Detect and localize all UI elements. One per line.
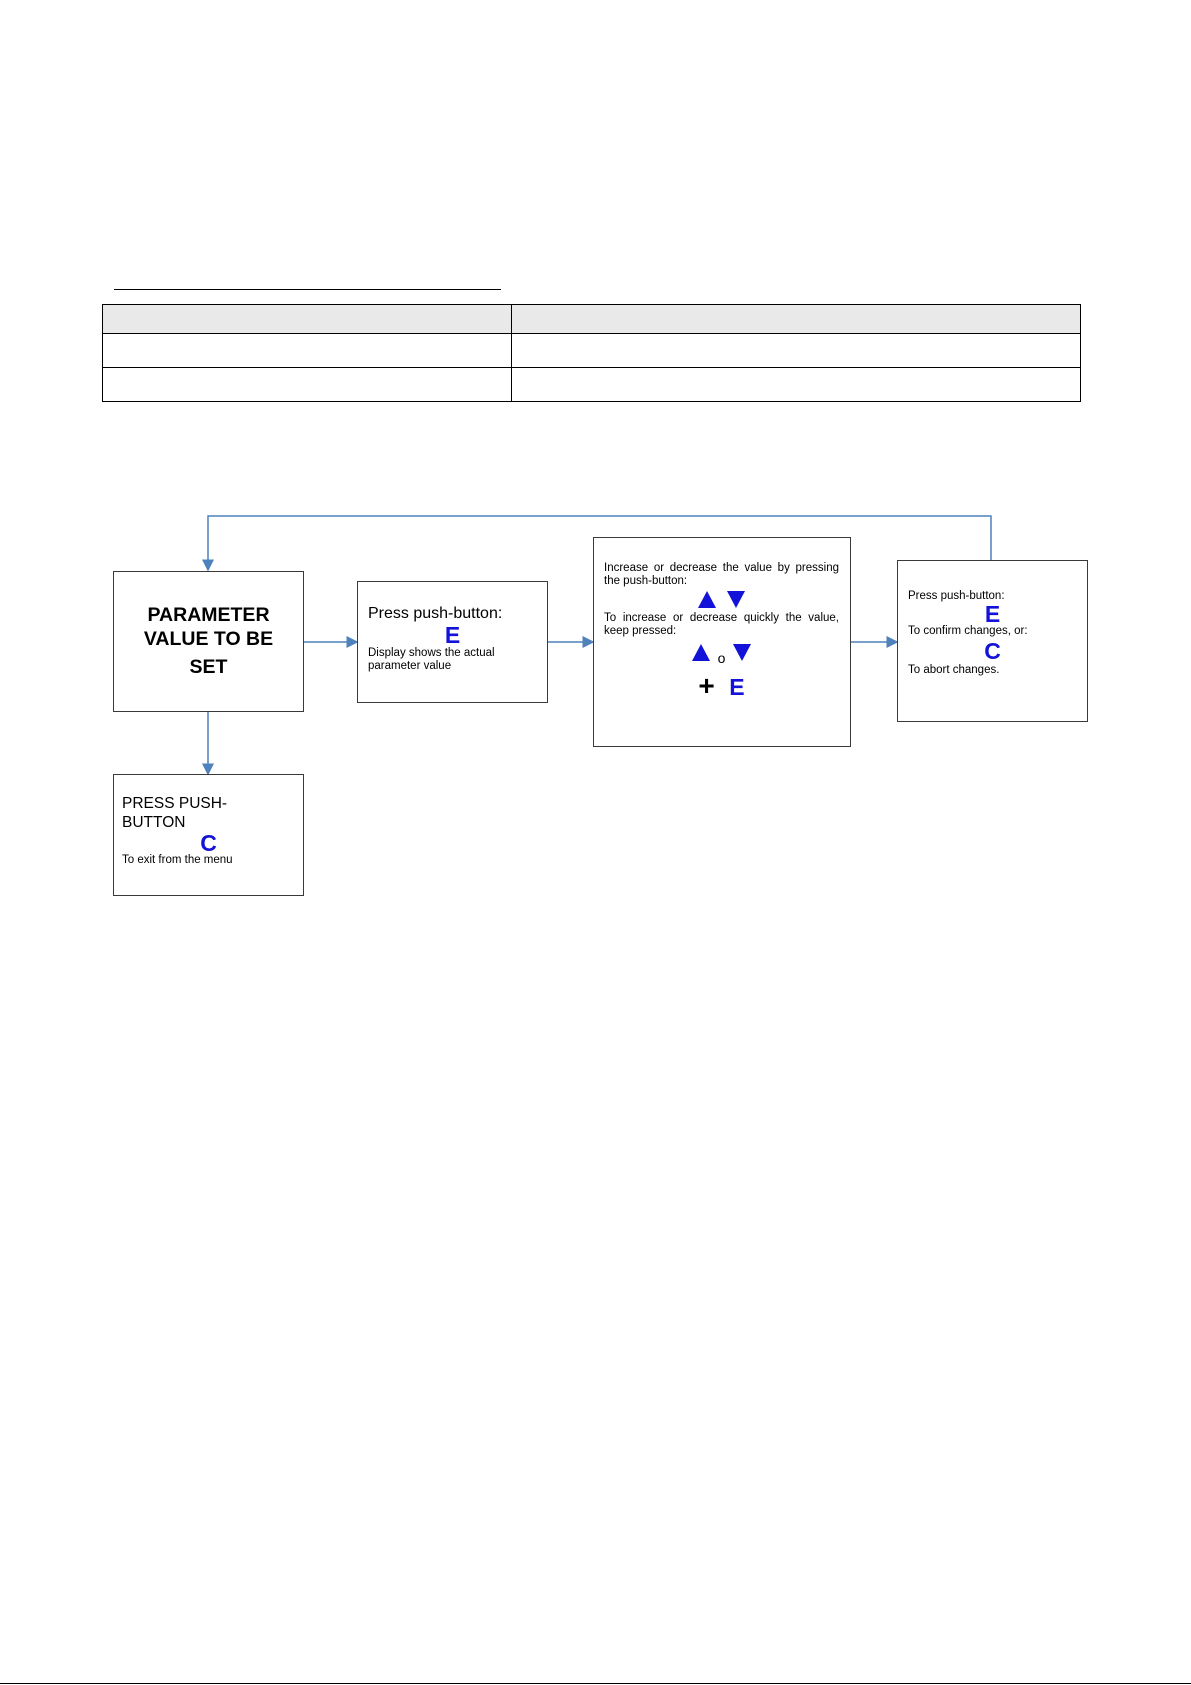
down-arrow-icon: [733, 644, 751, 661]
press-e-heading: Press push-button:: [368, 605, 503, 622]
or-label: o: [717, 650, 726, 666]
adjust-text-line: Increase or decrease the value by pressing: [604, 562, 839, 574]
confirm-text: To confirm changes, or:: [908, 625, 1028, 637]
exit-node: [113, 774, 304, 896]
start-title-line: SET: [189, 656, 228, 678]
adjust-value-node: [593, 537, 851, 747]
up-arrow-icon: [692, 644, 710, 661]
up-or-down-arrows: [604, 638, 839, 666]
adjust-text-line: the push-button:: [604, 575, 688, 587]
exit-heading-line: PRESS PUSH-: [122, 795, 228, 812]
start-title-line: PARAMETER: [147, 604, 270, 626]
exit-caption: To exit from the menu: [122, 854, 233, 866]
page-bottom-rule: [0, 1683, 1191, 1684]
plus-icon: +: [698, 670, 715, 701]
adjust-text-line: keep pressed:: [604, 625, 677, 637]
press-e-node: [357, 581, 548, 703]
down-arrow-icon: [727, 591, 745, 608]
e-key-icon: E: [444, 622, 461, 648]
confirm-abort-node: [897, 560, 1088, 722]
up-arrow-icon: [698, 591, 716, 608]
c-key-icon: C: [200, 830, 217, 856]
exit-heading-line: BUTTON: [122, 814, 186, 831]
adjust-text-line: To increase or decrease quickly the value,: [604, 612, 839, 624]
confirm-heading: Press push-button:: [908, 590, 1005, 602]
press-e-caption-line: parameter value: [368, 660, 452, 672]
e-key-icon: E: [984, 601, 1001, 627]
start-title-line: VALUE TO BE: [143, 628, 274, 650]
press-e-caption-line: Display shows the actual: [368, 647, 495, 659]
e-key-icon: E: [729, 674, 745, 700]
start-node: [113, 571, 304, 712]
plus-e-combo: [604, 672, 839, 701]
up-down-arrows: [604, 588, 839, 612]
c-key-icon: C: [984, 638, 1001, 664]
abort-text: To abort changes.: [908, 664, 1000, 676]
